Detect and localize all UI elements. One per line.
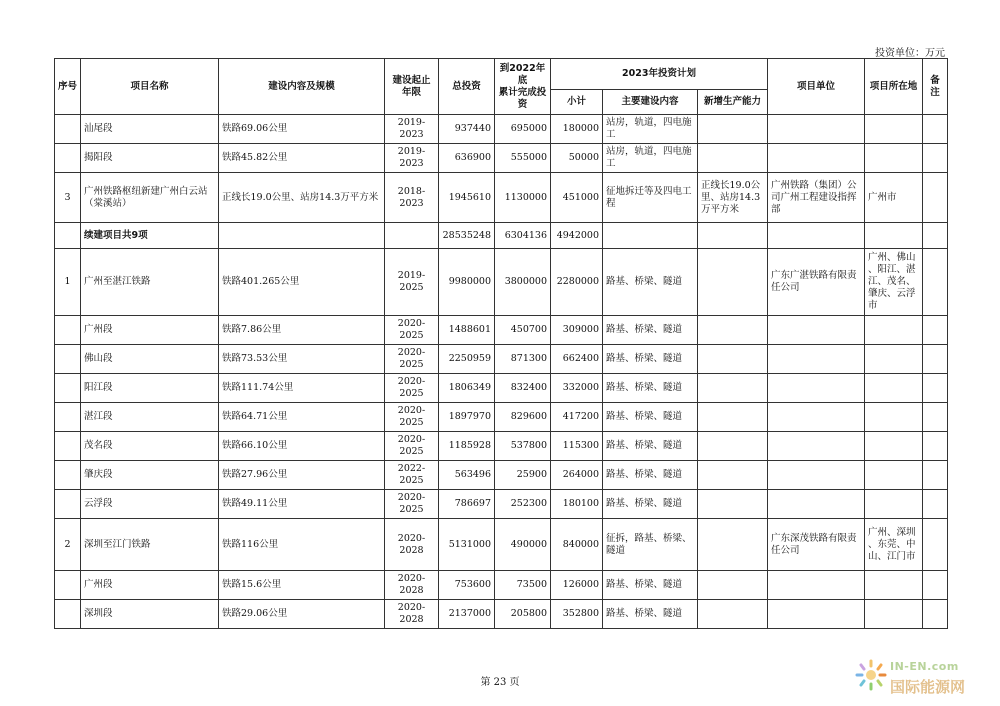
cell-total: 753600: [439, 571, 495, 600]
cell-content: 铁路66.10公里: [219, 432, 385, 461]
header-subtotal: 小计: [551, 90, 603, 115]
cell-location: [865, 461, 923, 490]
table-row: [55, 144, 948, 173]
cell-location: 广州市: [865, 173, 923, 223]
cell-period: 2020-2028: [385, 600, 439, 629]
cell-main-content: 路基、桥梁、隧道: [603, 600, 698, 629]
cell-remark: [923, 345, 948, 374]
cell-location: [865, 316, 923, 345]
cell-seq: 2: [55, 519, 81, 571]
cell-main-content: 征拆，路基、桥梁、 隧道: [603, 519, 698, 571]
cell-unit: 广东广湛铁路有限责 任公司: [768, 249, 865, 316]
cell-capacity: [698, 571, 768, 600]
sun-logo-icon: [854, 658, 888, 692]
cell-location: 广州、佛山 、阳江、湛 江、茂名、 肇庆、云浮 市: [865, 249, 923, 316]
cell-subtotal: 180100: [551, 490, 603, 519]
cell-done: 252300: [495, 490, 551, 519]
cell-subtotal: 4942000: [551, 223, 603, 249]
cell-content: 铁路111.74公里: [219, 374, 385, 403]
cell-project-name: 湛江段: [81, 403, 219, 432]
cell-total: 1945610: [439, 173, 495, 223]
cell-unit: [768, 461, 865, 490]
header-period: 建设起止 年限: [385, 59, 439, 115]
cell-total: 786697: [439, 490, 495, 519]
watermark-en: IN-EN.com: [890, 660, 959, 673]
cell-subtotal: 352800: [551, 600, 603, 629]
cell-subtotal: 115300: [551, 432, 603, 461]
cell-project-name: 广州铁路枢纽新建广州白云站 （棠溪站）: [81, 173, 219, 223]
header-unit: 项目单位: [768, 59, 865, 115]
cell-project-name: 肇庆段: [81, 461, 219, 490]
header-name: 项目名称: [81, 59, 219, 115]
cell-period: 2019-2025: [385, 249, 439, 316]
cell-period: 2019-2023: [385, 115, 439, 144]
cell-project-name: 汕尾段: [81, 115, 219, 144]
cell-period: 2020-2028: [385, 519, 439, 571]
cell-project-name: 茂名段: [81, 432, 219, 461]
cell-content: 铁路64.71公里: [219, 403, 385, 432]
cell-project-name: 云浮段: [81, 490, 219, 519]
cell-content: 铁路69.06公里: [219, 115, 385, 144]
cell-remark: [923, 249, 948, 316]
unit-note: 投资单位：万元: [875, 48, 945, 59]
cell-main-content: 路基、桥梁、隧道: [603, 249, 698, 316]
header-main-content: 主要建设内容: [603, 90, 698, 115]
cell-project-name: 佛山段: [81, 345, 219, 374]
cell-unit: [768, 316, 865, 345]
cell-unit: [768, 432, 865, 461]
table-row: [55, 223, 948, 249]
table-row: [55, 519, 948, 571]
cell-subtotal: 840000: [551, 519, 603, 571]
header-remark: 备注: [923, 59, 948, 115]
cell-period: 2019-2023: [385, 144, 439, 173]
cell-seq: [55, 223, 81, 249]
cell-unit: [768, 490, 865, 519]
table-row: [55, 316, 948, 345]
cell-period: 2020-2025: [385, 432, 439, 461]
table-row: [55, 600, 948, 629]
cell-remark: [923, 115, 948, 144]
cell-seq: [55, 345, 81, 374]
cell-done: 832400: [495, 374, 551, 403]
cell-total: 1897970: [439, 403, 495, 432]
cell-project-name: 广州段: [81, 571, 219, 600]
cell-unit: [768, 115, 865, 144]
cell-done: 695000: [495, 115, 551, 144]
cell-period: 2020-2028: [385, 571, 439, 600]
cell-subtotal: 2280000: [551, 249, 603, 316]
cell-total: 1806349: [439, 374, 495, 403]
table-row: [55, 432, 948, 461]
cell-total: 1488601: [439, 316, 495, 345]
cell-subtotal: 180000: [551, 115, 603, 144]
cell-capacity: [698, 115, 768, 144]
header-content: 建设内容及规模: [219, 59, 385, 115]
table-row: [55, 461, 948, 490]
cell-content: [219, 223, 385, 249]
cell-location: [865, 490, 923, 519]
cell-location: [865, 374, 923, 403]
cell-done: 73500: [495, 571, 551, 600]
cell-seq: [55, 571, 81, 600]
cell-subtotal: 417200: [551, 403, 603, 432]
cell-unit: [768, 223, 865, 249]
cell-capacity: [698, 144, 768, 173]
cell-seq: [55, 115, 81, 144]
cell-seq: 3: [55, 173, 81, 223]
cell-done: 6304136: [495, 223, 551, 249]
cell-period: [385, 223, 439, 249]
cell-period: 2020-2025: [385, 403, 439, 432]
cell-seq: [55, 316, 81, 345]
cell-main-content: [603, 223, 698, 249]
cell-content: 铁路27.96公里: [219, 461, 385, 490]
cell-main-content: 路基、桥梁、隧道: [603, 571, 698, 600]
cell-period: 2018-2023: [385, 173, 439, 223]
cell-capacity: [698, 345, 768, 374]
cell-content: 正线长19.0公里、站房14.3万平方米: [219, 173, 385, 223]
cell-content: 铁路401.265公里: [219, 249, 385, 316]
cell-location: [865, 345, 923, 374]
cell-done: 490000: [495, 519, 551, 571]
investment-table: [54, 58, 948, 629]
cell-capacity: [698, 403, 768, 432]
cell-done: 450700: [495, 316, 551, 345]
cell-remark: [923, 432, 948, 461]
cell-remark: [923, 374, 948, 403]
cell-location: [865, 600, 923, 629]
cell-remark: [923, 490, 948, 519]
cell-unit: 广东深茂铁路有限责 任公司: [768, 519, 865, 571]
cell-remark: [923, 144, 948, 173]
cell-seq: [55, 374, 81, 403]
cell-main-content: 征地拆迁等及四电工 程: [603, 173, 698, 223]
cell-done: 537800: [495, 432, 551, 461]
cell-main-content: 路基、桥梁、隧道: [603, 490, 698, 519]
cell-content: 铁路29.06公里: [219, 600, 385, 629]
cell-capacity: [698, 600, 768, 629]
watermark-cn: 国际能源网: [890, 678, 966, 696]
table-row: [55, 345, 948, 374]
cell-project-name: 续建项目共9项: [81, 223, 219, 249]
table-row: [55, 374, 948, 403]
cell-content: 铁路7.86公里: [219, 316, 385, 345]
cell-location: [865, 144, 923, 173]
cell-subtotal: 332000: [551, 374, 603, 403]
cell-project-name: 揭阳段: [81, 144, 219, 173]
cell-capacity: [698, 223, 768, 249]
header-capacity: 新增生产能力: [698, 90, 768, 115]
cell-seq: [55, 403, 81, 432]
cell-remark: [923, 519, 948, 571]
cell-project-name: 广州段: [81, 316, 219, 345]
cell-capacity: [698, 374, 768, 403]
cell-main-content: 路基、桥梁、隧道: [603, 432, 698, 461]
table-row: [55, 249, 948, 316]
cell-project-name: 深圳至江门铁路: [81, 519, 219, 571]
header-location: 项目所在地: [865, 59, 923, 115]
cell-subtotal: 309000: [551, 316, 603, 345]
cell-content: 铁路73.53公里: [219, 345, 385, 374]
cell-capacity: [698, 432, 768, 461]
cell-total: 28535248: [439, 223, 495, 249]
cell-remark: [923, 571, 948, 600]
cell-unit: [768, 345, 865, 374]
cell-done: 871300: [495, 345, 551, 374]
cell-capacity: [698, 490, 768, 519]
cell-unit: [768, 144, 865, 173]
cell-unit: [768, 374, 865, 403]
cell-content: 铁路45.82公里: [219, 144, 385, 173]
table-row: [55, 173, 948, 223]
cell-done: 1130000: [495, 173, 551, 223]
cell-done: 555000: [495, 144, 551, 173]
cell-remark: [923, 316, 948, 345]
cell-seq: 1: [55, 249, 81, 316]
cell-total: 636900: [439, 144, 495, 173]
cell-capacity: 正线长19.0公 里、站房14.3 万平方米: [698, 173, 768, 223]
cell-unit: [768, 403, 865, 432]
cell-total: 937440: [439, 115, 495, 144]
cell-subtotal: 662400: [551, 345, 603, 374]
cell-seq: [55, 432, 81, 461]
cell-total: 2137000: [439, 600, 495, 629]
cell-seq: [55, 144, 81, 173]
table-row: [55, 571, 948, 600]
cell-unit: 广州铁路（集团）公 司广州工程建设指挥 部: [768, 173, 865, 223]
cell-remark: [923, 600, 948, 629]
watermark: [852, 654, 997, 702]
cell-capacity: [698, 461, 768, 490]
table-row: [55, 490, 948, 519]
cell-location: [865, 115, 923, 144]
cell-main-content: 路基、桥梁、隧道: [603, 316, 698, 345]
cell-main-content: 路基、桥梁、隧道: [603, 461, 698, 490]
cell-total: 2250959: [439, 345, 495, 374]
cell-period: 2020-2025: [385, 374, 439, 403]
cell-done: 25900: [495, 461, 551, 490]
cell-remark: [923, 223, 948, 249]
header-total: 总投资: [439, 59, 495, 115]
page-number: 第 23 页: [480, 677, 520, 688]
cell-total: 5131000: [439, 519, 495, 571]
cell-project-name: 广州至湛江铁路: [81, 249, 219, 316]
header-seq: 序号: [55, 59, 81, 115]
cell-content: 铁路15.6公里: [219, 571, 385, 600]
cell-period: 2022-2025: [385, 461, 439, 490]
cell-location: [865, 571, 923, 600]
table-body: [55, 115, 948, 629]
table-row: [55, 115, 948, 144]
cell-seq: [55, 490, 81, 519]
table-row: [55, 403, 948, 432]
cell-location: [865, 403, 923, 432]
cell-subtotal: 264000: [551, 461, 603, 490]
cell-subtotal: 50000: [551, 144, 603, 173]
cell-capacity: [698, 249, 768, 316]
cell-remark: [923, 403, 948, 432]
cell-location: [865, 432, 923, 461]
cell-total: 563496: [439, 461, 495, 490]
cell-capacity: [698, 316, 768, 345]
header-plan-2023: 2023年投资计划: [551, 59, 768, 90]
cell-location: 广州、深圳 、东莞、中 山、江门市: [865, 519, 923, 571]
cell-seq: [55, 600, 81, 629]
cell-seq: [55, 461, 81, 490]
cell-total: 1185928: [439, 432, 495, 461]
cell-capacity: [698, 519, 768, 571]
cell-period: 2020-2025: [385, 316, 439, 345]
cell-unit: [768, 600, 865, 629]
cell-main-content: 路基、桥梁、隧道: [603, 374, 698, 403]
cell-main-content: 路基、桥梁、隧道: [603, 403, 698, 432]
cell-content: 铁路116公里: [219, 519, 385, 571]
cell-subtotal: 451000: [551, 173, 603, 223]
cell-period: 2020-2025: [385, 345, 439, 374]
cell-main-content: 路基、桥梁、隧道: [603, 345, 698, 374]
cell-content: 铁路49.11公里: [219, 490, 385, 519]
cell-main-content: 站房，轨道，四电施 工: [603, 144, 698, 173]
cell-remark: [923, 173, 948, 223]
cell-remark: [923, 461, 948, 490]
header-done-2022: 到2022年底 累计完成投 资: [495, 59, 551, 115]
cell-unit: [768, 571, 865, 600]
cell-main-content: 站房，轨道，四电施 工: [603, 115, 698, 144]
cell-done: 3800000: [495, 249, 551, 316]
cell-period: 2020-2025: [385, 490, 439, 519]
cell-subtotal: 126000: [551, 571, 603, 600]
cell-done: 829600: [495, 403, 551, 432]
cell-total: 9980000: [439, 249, 495, 316]
cell-done: 205800: [495, 600, 551, 629]
cell-project-name: 阳江段: [81, 374, 219, 403]
cell-project-name: 深圳段: [81, 600, 219, 629]
cell-location: [865, 223, 923, 249]
